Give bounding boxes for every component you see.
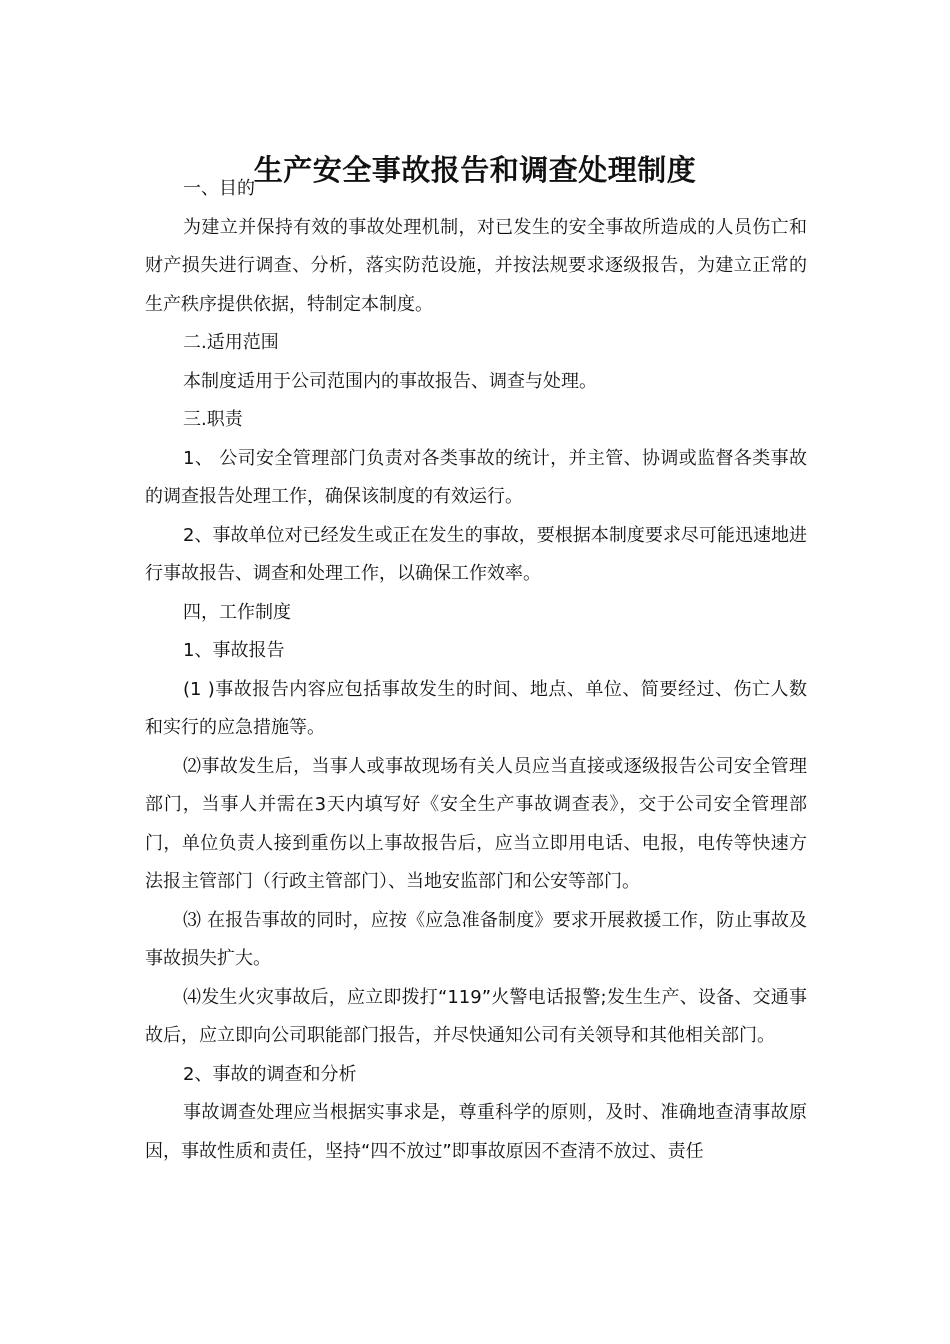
paragraph-scope: 本制度适用于公司范围内的事故报告、调查与处理。 <box>183 370 597 392</box>
paragraph-report-item-3: ⑶ 在报告事故的同时，应按《应急准备制度》要求开展救援工作，防止事故及事故损失扩大。 <box>145 909 807 969</box>
section-heading-scope: 二.适用范围 <box>183 332 279 353</box>
subheading-investigation: 2、事故的调查和分析 <box>183 1063 357 1085</box>
document-title: 生产安全事故报告和调查处理制度 <box>253 153 697 188</box>
paragraph-investigation: 事故调查处理应当根据实事求是，尊重科学的原则，及时、准确地查清事故原因，事故性质和责任，坚持“四不放过”即事故原因不查清不放过、责任 <box>145 1102 807 1162</box>
document-body <box>145 170 807 1171</box>
paragraph-duty-2: 2、事故单位对已经发生或正在发生的事故，要根据本制度要求尽可能迅速地进行事故报告、调查和处理工作，以确保工作效率。 <box>145 524 807 584</box>
paragraph-purpose: 为建立并保持有效的事故处理机制，对已发生的安全事故所造成的人员伤亡和财产损失进行调查、分析，落实防范设施，并按法规要求逐级报告，为建立正常的生产秩序提供依据，特制定本制度。 <box>145 216 807 315</box>
paragraph-duty-1: 1、 公司安全管理部门负责对各类事故的统计，并主管、协调或监督各类事故的调查报告处理工作，确保该制度的有效运行。 <box>145 447 807 507</box>
section-heading-purpose: 一、目的 <box>183 178 255 199</box>
paragraph-report-item-4: ⑷发生火灾事故后，应立即拨打“119”火警电话报警;发生生产、设备、交通事故后，应立即向公司职能部门报告，并尽快通知公司有关领导和其他相关部门。 <box>145 986 807 1046</box>
section-heading-duties: 三.职责 <box>183 409 243 430</box>
section-heading-work-system: 四，工作制度 <box>183 601 291 623</box>
subheading-accident-report: 1、事故报告 <box>183 640 285 661</box>
paragraph-report-item-2: ⑵事故发生后，当事人或事故现场有关人员应当直接或逐级报告公司安全管理部门，当事人并需在3天内填写好《安全生产事故调查表》，交于公司安全管理部门，单位负责人接到重伤以上事故报告后，应当立即用电话、电报，电传等快速方法报主管部门（行政主管部门）、当地安监部门和公安等部门。 <box>145 755 807 892</box>
paragraph-report-item-1: (1 )事故报告内容应包括事故发生的时间、地点、单位、简要经过、伤亡人数和实行的应急措施等。 <box>145 678 807 738</box>
